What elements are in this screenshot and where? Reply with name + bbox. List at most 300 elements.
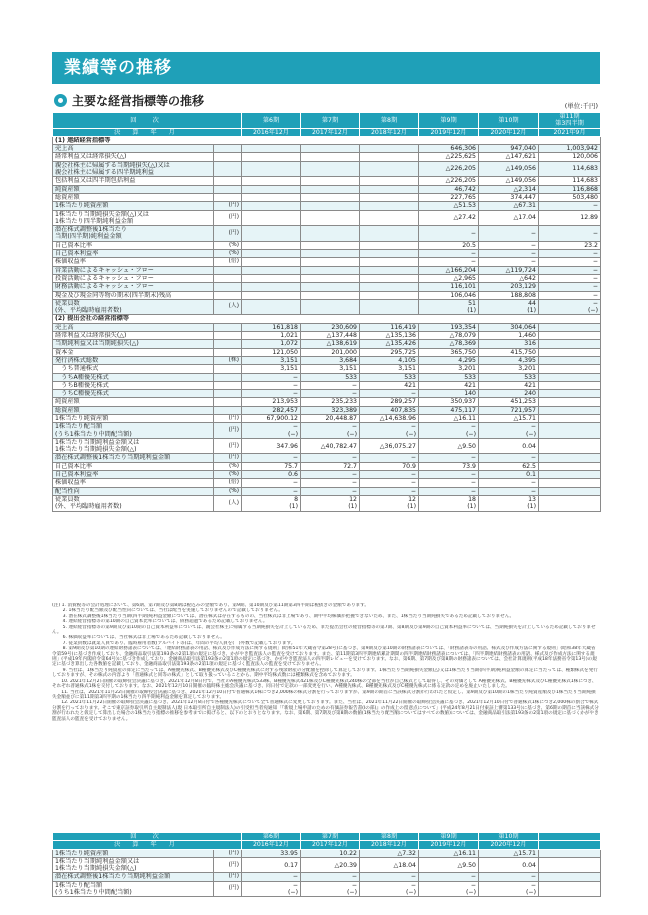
value-cell [539, 495, 601, 511]
value-cell [360, 161, 419, 177]
value-cell [539, 332, 601, 340]
value-cell [242, 266, 301, 274]
header-date-cell: 2016年12月 [242, 841, 301, 849]
consolidated-section [53, 136, 601, 144]
value-cell [360, 202, 419, 210]
value-cell [360, 193, 419, 201]
value-cell: 188,808 [479, 291, 539, 299]
value-cell: − [301, 454, 360, 462]
table-row [53, 406, 601, 414]
value-cell: 116,101 [419, 283, 479, 291]
row-label: うちB種優先株式 [53, 381, 214, 389]
value-cell [360, 266, 419, 274]
value-cell: − [479, 241, 539, 249]
value-cell [242, 161, 301, 177]
value-cell: 282,457 [242, 406, 301, 414]
value-cell: 421 [360, 381, 419, 389]
value-cell [301, 202, 360, 210]
value-cell: 18 (1) [419, 495, 479, 511]
header-row-date [53, 841, 601, 849]
table-row [53, 487, 601, 495]
row-label: 総資産額 [53, 406, 214, 414]
value-cell [539, 423, 601, 439]
value-cell: − [479, 258, 539, 266]
row-label: 親会社株主に帰属する当期純損失(△)又は 親会社株主に帰属する四半期純利益 [53, 161, 214, 177]
value-cell: − [539, 274, 601, 282]
value-cell: 213,953 [242, 398, 301, 406]
row-label: うち普通株式 [53, 365, 214, 373]
table-row [53, 332, 601, 340]
row-unit [214, 185, 242, 193]
value-cell: △17.04 [479, 210, 539, 226]
table-row [53, 185, 601, 193]
value-cell: 235,233 [301, 398, 360, 406]
value-cell [360, 291, 419, 299]
row-label: 株価収益率 [53, 258, 214, 266]
value-cell: △226,205 [419, 161, 479, 177]
footnote-line: 4. 連結経営指標等の第10期の自己資本比率については、債務超過であるため記載しておりません。 [52, 619, 268, 625]
value-cell: − (−) [360, 423, 419, 439]
value-cell: 20.5 [419, 241, 479, 249]
value-cell: 12.89 [539, 210, 601, 226]
value-cell [539, 381, 601, 389]
value-cell: 20,448.87 [301, 414, 360, 422]
header-row-period [53, 833, 601, 841]
row-unit [214, 193, 242, 201]
header-date-cell: 2018年12月 [360, 128, 419, 136]
footnote-line: 3. 潜在株式調整後1株当たり当期(四半期)純利益金額については、潜在株式は存在するものの、当社株式は非上場であり、期中平均株価が把握できないため、また、1株当たり当期純損失であるため記載しておりません。 [52, 613, 515, 619]
value-cell: − [539, 258, 601, 266]
value-cell: 533 [360, 373, 419, 381]
value-cell [301, 299, 360, 315]
row-unit [214, 323, 242, 331]
row-label: 純資産額 [53, 398, 214, 406]
row-label: 当期純利益又は当期純損失(△) [53, 340, 214, 348]
value-cell: − [419, 454, 479, 462]
value-cell [539, 454, 601, 462]
row-label: 潜在株式調整後1株当たり 当期(四半期)純利益金額 [53, 226, 214, 242]
value-cell: 140 [419, 390, 479, 398]
value-cell [360, 241, 419, 249]
value-cell: 10.22 [301, 849, 360, 857]
table-row [53, 390, 601, 398]
footnote-line: 9. 当社は、1株当たり純資産の算定に当たっては、A種優先株式、B種優先株式及びC種優先株式に対する残余財産の分配額を控除して算定しております。1株当たり当期純損失金額(△)又は1株当たり当期(四半期)純利益金額の算定に当たっては、種類株式を発行しておりますが、その株式の内容より「普通株式と同等の株式」として取り扱っていることから、期中平均株式数には種類株式を含めております。 [52, 667, 598, 679]
table-row [53, 414, 601, 422]
value-cell: − [242, 381, 301, 389]
value-cell: − [360, 479, 419, 487]
value-cell: △15.71 [479, 849, 539, 857]
header-period-cell: 第7期 [301, 113, 360, 129]
value-cell [242, 210, 301, 226]
header-period-cell: 第10期 [479, 833, 539, 841]
value-cell: − [539, 291, 601, 299]
value-cell: 0.04 [479, 438, 539, 454]
footnote-line: 11. 当社は、2021年11月22日開催の取締役会決議に基づき、2021年12月10日付で普通株式1株につき2,000株の株式分割を行っておりますが、第9期の期首に当該株式分割が行われたと仮定し、第9期及び第10期の1株当たり純資産額及び1株当たり当期純損失金額並びに第11期第3四半期の1株当たり四半期純利益金額を算定しております。 [52, 689, 596, 700]
table-row [53, 365, 601, 373]
value-cell: 421 [479, 381, 539, 389]
value-cell: 533 [419, 373, 479, 381]
row-unit: (円) [214, 226, 242, 242]
table-row [53, 356, 601, 364]
header-date-cell: 2021年9月 [539, 128, 601, 136]
value-cell: − [419, 250, 479, 258]
value-cell [539, 438, 601, 454]
value-cell: △78,079 [419, 332, 479, 340]
value-cell [301, 177, 360, 185]
value-cell [360, 177, 419, 185]
table-row [53, 161, 601, 177]
row-unit [214, 145, 242, 153]
value-cell: △166,204 [419, 266, 479, 274]
footnote-line: 6. 株価収益率については、当社株式は非上場であるため記載しておりません。 [52, 635, 225, 641]
value-cell [539, 857, 601, 873]
header-period-cell [539, 833, 601, 841]
row-unit [214, 340, 242, 348]
row-unit: (円) [214, 202, 242, 210]
row-label: 売上高 [53, 323, 214, 331]
value-cell: 240 [479, 390, 539, 398]
row-unit: (%) [214, 487, 242, 495]
row-unit: (円) [214, 849, 242, 857]
header-date-cell: 2018年12月 [360, 841, 419, 849]
row-label: 1株当たり純資産額 [53, 414, 214, 422]
value-cell: − (−) [242, 881, 301, 897]
table-row [53, 373, 601, 381]
value-cell: 3,151 [301, 365, 360, 373]
value-cell: 421 [419, 381, 479, 389]
table-row [53, 274, 601, 282]
value-cell: − [539, 266, 601, 274]
value-cell: − [539, 250, 601, 258]
value-cell: − [242, 390, 301, 398]
row-unit: (円) [214, 454, 242, 462]
value-cell: 646,306 [419, 145, 479, 153]
table-row [53, 881, 601, 897]
value-cell [242, 258, 301, 266]
value-cell: △9.50 [419, 438, 479, 454]
row-unit [214, 161, 242, 177]
value-cell: 72.7 [301, 462, 360, 470]
value-cell [360, 153, 419, 161]
value-cell [539, 373, 601, 381]
value-cell: − [242, 487, 301, 495]
value-cell: 1,003,942 [539, 145, 601, 153]
row-unit: (%) [214, 250, 242, 258]
row-label: 1株当たり当期純損失金額(△)又は 1株当たり四半期純利益金額 [53, 210, 214, 226]
row-unit: (円) [214, 881, 242, 897]
table-row [53, 202, 601, 210]
row-label: 資本金 [53, 348, 214, 356]
section-heading [54, 92, 600, 110]
table-row [53, 145, 601, 153]
value-cell [301, 185, 360, 193]
header-label-date: 決 算 年 月 [53, 841, 242, 849]
table-row [53, 348, 601, 356]
row-unit: (%) [214, 471, 242, 479]
header-row-period [53, 113, 601, 129]
value-cell: △78,369 [419, 340, 479, 348]
table-row [53, 193, 601, 201]
value-cell [360, 299, 419, 315]
row-unit [214, 291, 242, 299]
row-unit [214, 365, 242, 373]
value-cell [242, 153, 301, 161]
value-cell: − (−) [242, 423, 301, 439]
value-cell: − [360, 487, 419, 495]
value-cell: 73.9 [419, 462, 479, 470]
value-cell: 12 (1) [360, 495, 419, 511]
value-cell: 1,021 [242, 332, 301, 340]
value-cell [242, 177, 301, 185]
value-cell: 721,957 [479, 406, 539, 414]
value-cell: △9.50 [419, 857, 479, 873]
value-cell: 201,000 [301, 348, 360, 356]
value-cell: 475,117 [419, 406, 479, 414]
value-cell [301, 274, 360, 282]
header-row-date [53, 128, 601, 136]
row-unit [214, 373, 242, 381]
row-unit [214, 348, 242, 356]
value-cell [360, 283, 419, 291]
value-cell [301, 291, 360, 299]
value-cell: − [360, 390, 419, 398]
value-cell [301, 226, 360, 242]
value-cell: 289,257 [360, 398, 419, 406]
value-cell [242, 145, 301, 153]
header-period-cell: 第7期 [301, 833, 360, 841]
header-period-cell: 第11期 第3四半期 [539, 113, 601, 129]
value-cell: − [479, 479, 539, 487]
footnotes [52, 603, 600, 722]
value-cell: △2,965 [419, 274, 479, 282]
row-unit: (人) [214, 299, 242, 315]
value-cell: − [419, 226, 479, 242]
value-cell [539, 873, 601, 881]
value-cell: △225,625 [419, 153, 479, 161]
table-row [53, 291, 601, 299]
value-cell [539, 365, 601, 373]
row-label: 投資活動によるキャッシュ・フロー [53, 274, 214, 282]
value-cell: △149,056 [479, 161, 539, 177]
row-label: 財務活動によるキャッシュ・フロー [53, 283, 214, 291]
value-cell: − [242, 479, 301, 487]
value-cell: − [419, 873, 479, 881]
footnote-line: 8. 第9期及び第10期の連結財務諸表については、「連結財務諸表の用語、様式及び作成方法に関する規則」(昭和51年大蔵省令第28号)に基づき、第9期及び第10期の財務諸表については、「財務諸表等の用語、様式及び作成方法に関する規則」(昭和38年大蔵省令第59号)に基づき作成しており、金融商品取引法第193条の2第1項の規定に基づき、かがやき監査法人の監査を受けております。また、第11期第3四半期連結累計期間の四半期連結財務諸表については、「四半期連結財務諸表の用語、様式及び作成方法に関する規則」(平成19年内閣府令第64号)に基づき作成しており、金融商品取引法第193条の2第1項の規定に基づき、かがやき監査法人の四半期レビューを受けております。なお、第6期、第7期及び第8期の財務諸表については、会社計算規則(平成18年法務省令第13号)の規定に基づき算出した各数値を記載しており、金融商品取引法第193条の2第1項の規定に基づく監査法人の監査を受けておりません。 [52, 646, 597, 668]
row-label: 1株当たり当期純利益金額又は 1株当たり当期純損失金額(△) [53, 857, 214, 873]
parent-section-label: (2) 提出会社の経営指標等 [53, 315, 601, 323]
value-cell: 203,129 [479, 283, 539, 291]
value-cell: 0.17 [242, 857, 301, 873]
table-row [53, 177, 601, 185]
table-row [53, 250, 601, 258]
value-cell: − [301, 873, 360, 881]
value-cell: △14,638.96 [360, 414, 419, 422]
footnote-line: (注) 1. 消費税等の会計処理において、第6期、第7期及び第8期は税込みの金額であり、第9期、第10期及び第11期第3四半期は税抜きの金額であります。 [52, 603, 369, 608]
header-date-cell: 2017年12月 [301, 128, 360, 136]
header-date-cell: 2019年12月 [419, 841, 479, 849]
value-cell: △149,056 [479, 177, 539, 185]
row-unit [214, 153, 242, 161]
value-cell: 350,937 [419, 398, 479, 406]
header-period-cell: 第8期 [360, 833, 419, 841]
table-row [53, 283, 601, 291]
table-row [53, 153, 601, 161]
value-cell [301, 250, 360, 258]
value-cell: 70.9 [360, 462, 419, 470]
row-label: 総資産額 [53, 193, 214, 201]
value-cell: − (−) [419, 881, 479, 897]
value-cell: − [419, 471, 479, 479]
row-label: 自己資本比率 [53, 241, 214, 249]
value-cell: 407,835 [360, 406, 419, 414]
parent-section [53, 315, 601, 323]
value-cell [242, 250, 301, 258]
row-unit: (円) [214, 423, 242, 439]
header-label-period: 回 次 [53, 833, 242, 841]
header-period-cell: 第10期 [479, 113, 539, 129]
header-period-cell: 第9期 [419, 833, 479, 841]
table-row [53, 258, 601, 266]
value-cell [301, 283, 360, 291]
value-cell: 120,006 [539, 153, 601, 161]
value-cell: − [419, 258, 479, 266]
value-cell: 3,151 [242, 356, 301, 364]
header-date-cell: 2019年12月 [419, 128, 479, 136]
row-unit [214, 177, 242, 185]
row-unit: (倍) [214, 479, 242, 487]
value-cell [539, 340, 601, 348]
header-label-period: 回 次 [53, 113, 242, 129]
value-cell: 503,480 [539, 193, 601, 201]
value-cell: − [539, 283, 601, 291]
value-cell: △642 [479, 274, 539, 282]
value-cell [360, 274, 419, 282]
value-cell: 51 (1) [419, 299, 479, 315]
row-label: 1株当たり純資産額 [53, 202, 214, 210]
header-period-cell: 第6期 [242, 833, 301, 841]
page-banner: 業績等の推移 [52, 52, 600, 84]
value-cell: △137,448 [301, 332, 360, 340]
row-label: 自己資本利益率 [53, 471, 214, 479]
value-cell: △138,619 [301, 340, 360, 348]
value-cell: △67.31 [479, 202, 539, 210]
header-label-date: 決 算 年 月 [53, 128, 242, 136]
table-row [53, 241, 601, 249]
value-cell [242, 283, 301, 291]
value-cell: 161,818 [242, 323, 301, 331]
value-cell: 451,253 [479, 398, 539, 406]
value-cell: − [479, 873, 539, 881]
table-row [53, 873, 601, 881]
footnote-line: 2. 1株当たり配当額及び配当性向については、当社は配当を実施しておりませんので記載しておりません。 [52, 608, 283, 614]
row-unit: (円) [214, 414, 242, 422]
value-cell [539, 323, 601, 331]
value-cell [360, 185, 419, 193]
value-cell: 4,295 [419, 356, 479, 364]
value-cell: − [301, 487, 360, 495]
value-cell: − [242, 373, 301, 381]
table-row [53, 381, 601, 389]
table-row [53, 462, 601, 470]
value-cell: 295,725 [360, 348, 419, 356]
value-cell: − [242, 454, 301, 462]
value-cell: − [479, 454, 539, 462]
value-cell: 67,900.12 [242, 414, 301, 422]
row-label: 1株当たり純資産額 [53, 849, 214, 857]
value-cell: 365,750 [419, 348, 479, 356]
value-cell: − (−) [301, 423, 360, 439]
value-cell: △51.53 [419, 202, 479, 210]
value-cell: 62.5 [479, 462, 539, 470]
row-unit [214, 274, 242, 282]
row-label: 自己資本比率 [53, 462, 214, 470]
value-cell: 121,050 [242, 348, 301, 356]
value-cell: − [360, 471, 419, 479]
value-cell: − (−) [539, 299, 601, 315]
table-row [53, 479, 601, 487]
value-cell: 23.2 [539, 241, 601, 249]
table-row [53, 857, 601, 873]
value-cell: 3,151 [360, 365, 419, 373]
value-cell: − [360, 873, 419, 881]
value-cell [301, 161, 360, 177]
row-unit: (株) [214, 356, 242, 364]
value-cell: 0.6 [242, 471, 301, 479]
value-cell [360, 145, 419, 153]
value-cell [539, 390, 601, 398]
value-cell: 4,105 [360, 356, 419, 364]
bullet-icon [54, 94, 67, 107]
value-cell: − [419, 479, 479, 487]
value-cell [242, 291, 301, 299]
header-date-cell [539, 841, 601, 849]
value-cell: △16.11 [419, 849, 479, 857]
row-unit: (人) [214, 495, 242, 511]
value-cell [539, 471, 601, 479]
value-cell: 0.1 [479, 471, 539, 479]
value-cell: 3,201 [479, 365, 539, 373]
row-label: 1株当たり配当額 (うち1株当たり中間配当額) [53, 423, 214, 439]
value-cell [242, 202, 301, 210]
value-cell [301, 193, 360, 201]
value-cell: △135,136 [360, 332, 419, 340]
value-cell: △27.42 [419, 210, 479, 226]
value-cell: 114,683 [539, 177, 601, 185]
value-cell: 304,064 [479, 323, 539, 331]
value-cell [539, 356, 601, 364]
row-unit: (円) [214, 857, 242, 873]
row-label: 株価収益率 [53, 479, 214, 487]
value-cell [539, 487, 601, 495]
value-cell: 75.7 [242, 462, 301, 470]
value-cell: 1,460 [479, 332, 539, 340]
section-title: 主要な経営指標等の推移 [72, 94, 205, 108]
row-unit: (円) [214, 873, 242, 881]
value-cell [242, 185, 301, 193]
header-date-cell: 2016年12月 [242, 128, 301, 136]
value-cell: 4,395 [479, 356, 539, 364]
value-cell: 230,609 [301, 323, 360, 331]
value-cell [360, 258, 419, 266]
value-cell: 533 [301, 373, 360, 381]
row-unit: (%) [214, 241, 242, 249]
row-label: 包括利益又は四半期包括利益 [53, 177, 214, 185]
row-label: 潜在株式調整後1株当たり当期純利益金額 [53, 454, 214, 462]
value-cell [539, 406, 601, 414]
row-label: うちA種優先株式 [53, 373, 214, 381]
value-cell [301, 145, 360, 153]
row-unit: (%) [214, 462, 242, 470]
